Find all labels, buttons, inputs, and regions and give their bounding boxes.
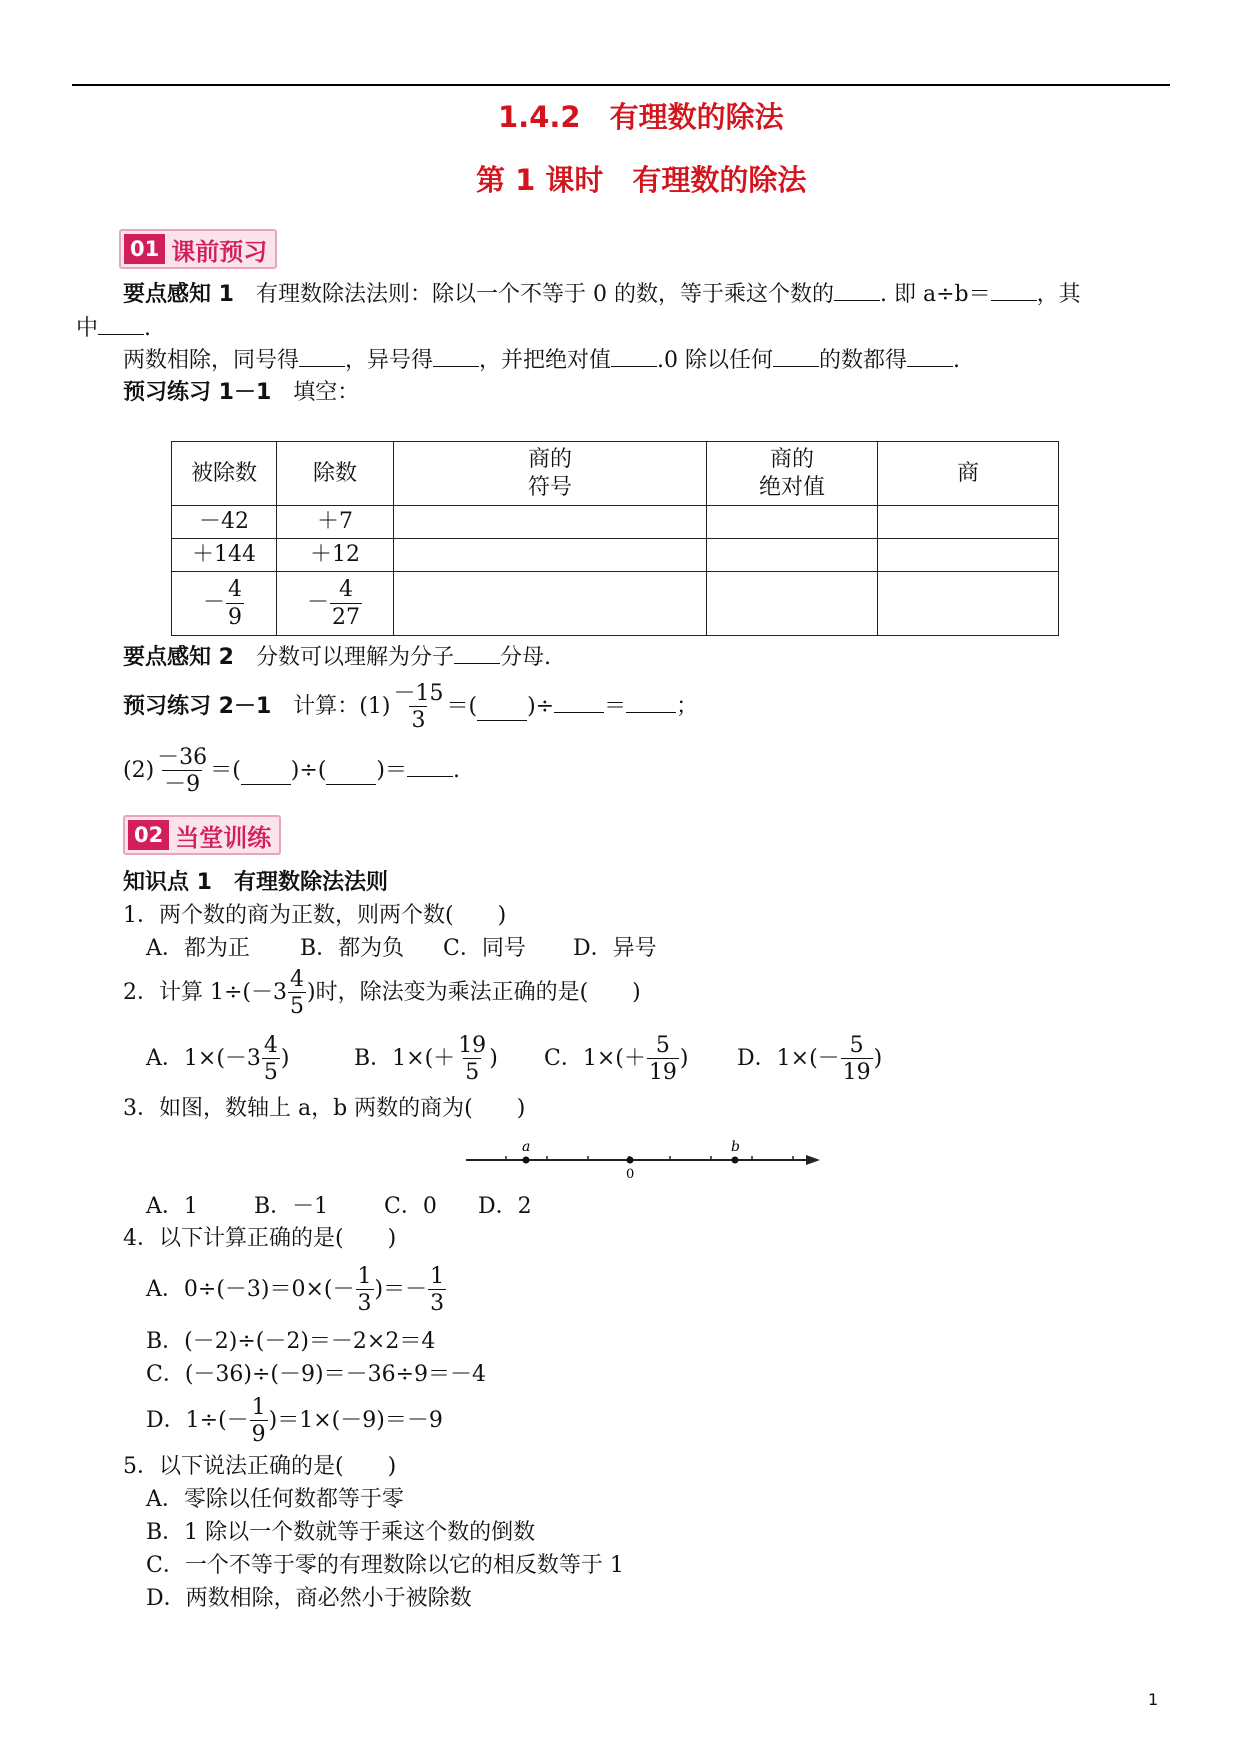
q5-option-d[interactable]: D．两数相除，商必然小于被除数 bbox=[146, 1586, 472, 1611]
q1-option-d[interactable]: D．异号 bbox=[573, 936, 657, 961]
practice-1-1: 预习练习 1－1 填空： bbox=[123, 380, 360, 405]
q5-option-a[interactable]: A．零除以任何数都等于零 bbox=[146, 1487, 404, 1512]
key-point-1-line3: 两数相除，同号得 ，异号得 ，并把绝对值 .0 除以任何 的数都得 . bbox=[123, 348, 961, 373]
table-cell: ＋144 bbox=[172, 539, 277, 572]
table-cell: － $\frac{4}{27}$ bbox=[277, 572, 394, 636]
practice-2-1-line1: 预习练习 2－1 计算：(1) $\frac{-15}{3}$ ＝( )÷ ＝ ； bbox=[123, 681, 699, 734]
q4-option-c[interactable]: C．(－36)÷(－9)＝－36÷9＝－4 bbox=[146, 1362, 487, 1387]
q4-option-b[interactable]: B．(－2)÷(－2)＝－2×2＝4 bbox=[146, 1329, 436, 1354]
q1-option-c[interactable]: C．同号 bbox=[443, 936, 526, 961]
section-badge-preview bbox=[119, 229, 277, 269]
section-title: 1.4.2 有理数的除法 bbox=[498, 100, 784, 134]
blank[interactable] bbox=[554, 694, 604, 713]
table-cell-input[interactable] bbox=[707, 572, 878, 636]
table-cell-input[interactable] bbox=[878, 572, 1059, 636]
q2-stem: 2．计算 1÷(－3 $\frac{4}{5}$ )时，除法变为乘法正确的是( ) bbox=[123, 967, 641, 1020]
blank[interactable] bbox=[834, 282, 880, 301]
page-number: 1 bbox=[1148, 1690, 1159, 1709]
blank[interactable] bbox=[299, 348, 345, 367]
axis-arrow bbox=[806, 1155, 820, 1165]
key-point-1-line1: 要点感知 1 有理数除法法则：除以一个不等于 0 的数，等于乘这个数的 . 即 a÷b＝ ，其 bbox=[123, 282, 1081, 307]
table-cell: － $\frac{4}{9}$ bbox=[172, 572, 277, 636]
table-cell-input[interactable] bbox=[878, 539, 1059, 572]
blank[interactable] bbox=[454, 645, 500, 664]
point-b bbox=[732, 1157, 739, 1164]
q2-option-a[interactable]: A．1×(－3 $\frac{4}{5}$ ) bbox=[146, 1033, 290, 1086]
lesson-title: 第 1 课时 有理数的除法 bbox=[476, 163, 807, 197]
table-header: 除数 bbox=[277, 442, 394, 506]
table-cell-input[interactable] bbox=[878, 506, 1059, 539]
section-badge-classwork bbox=[123, 815, 281, 855]
q3-option-d[interactable]: D．2 bbox=[478, 1194, 532, 1219]
label-b: b bbox=[731, 1140, 740, 1155]
q5-option-b[interactable]: B．1 除以一个数就等于乘这个数的倒数 bbox=[146, 1520, 536, 1545]
key-point-1-line2: 中 . bbox=[76, 316, 152, 341]
table-header: 商 bbox=[878, 442, 1059, 506]
table-cell-input[interactable] bbox=[394, 572, 707, 636]
table-header: 商的 绝对值 bbox=[707, 442, 878, 506]
header-rule bbox=[72, 84, 1170, 86]
number-line bbox=[464, 1140, 824, 1184]
q5-stem: 5．以下说法正确的是( ) bbox=[123, 1454, 397, 1479]
q1-option-a[interactable]: A．都为正 bbox=[146, 936, 250, 961]
blank[interactable] bbox=[611, 348, 657, 367]
q4-stem: 4．以下计算正确的是( ) bbox=[123, 1226, 397, 1251]
blank[interactable] bbox=[907, 348, 953, 367]
fill-table bbox=[171, 441, 1059, 636]
practice-2-1-line2: (2) $\frac{-36}{-9}$ ＝( )÷( )＝ . bbox=[123, 745, 461, 798]
blank[interactable] bbox=[773, 348, 819, 367]
q2-option-c[interactable]: C．1×(＋ $\frac{5}{19}$ ) bbox=[544, 1033, 689, 1086]
table-cell: ＋12 bbox=[277, 539, 394, 572]
key-point-2: 要点感知 2 分数可以理解为分子 分母. bbox=[123, 645, 551, 670]
knowledge-point-1: 知识点 1 有理数除法法则 bbox=[123, 870, 388, 895]
table-cell-input[interactable] bbox=[394, 506, 707, 539]
badge-label: 当堂训练 bbox=[175, 823, 272, 852]
point-zero bbox=[627, 1157, 634, 1164]
blank[interactable] bbox=[98, 316, 144, 335]
blank[interactable] bbox=[433, 348, 479, 367]
q3-stem: 3．如图，数轴上 a，b 两数的商为( ) bbox=[123, 1096, 526, 1121]
table-cell-input[interactable] bbox=[707, 539, 878, 572]
blank[interactable] bbox=[407, 758, 453, 777]
table-cell: ＋7 bbox=[277, 506, 394, 539]
blank[interactable] bbox=[626, 694, 676, 713]
q2-option-d[interactable]: D．1×(－ $\frac{5}{19}$ ) bbox=[737, 1033, 883, 1086]
q3-option-b[interactable]: B．－1 bbox=[254, 1194, 329, 1219]
q1-option-b[interactable]: B．都为负 bbox=[300, 936, 405, 961]
table-cell-input[interactable] bbox=[707, 506, 878, 539]
q2-option-b[interactable]: B．1×(＋ $\frac{19}{5}$ ) bbox=[354, 1033, 498, 1086]
badge-number: 02 bbox=[128, 820, 169, 850]
table-cell: －42 bbox=[172, 506, 277, 539]
table-header: 被除数 bbox=[172, 442, 277, 506]
q3-option-a[interactable]: A．1 bbox=[146, 1194, 198, 1219]
q3-option-c[interactable]: C．0 bbox=[384, 1194, 437, 1219]
q1-stem: 1．两个数的商为正数，则两个数( ) bbox=[123, 903, 507, 928]
blank[interactable] bbox=[991, 282, 1037, 301]
badge-number: 01 bbox=[124, 234, 165, 264]
badge-label: 课前预习 bbox=[171, 237, 268, 266]
point-a bbox=[523, 1157, 530, 1164]
table-cell-input[interactable] bbox=[394, 539, 707, 572]
q4-option-a[interactable]: A．0÷(－3)＝0×(－ $\frac{1}{3}$ )＝－ $\frac{1}{3}$ bbox=[146, 1264, 445, 1317]
q4-option-d[interactable]: D．1÷(－ $\frac{1}{9}$ )＝1×(－9)＝－9 bbox=[146, 1395, 443, 1448]
label-zero: 0 bbox=[626, 1167, 635, 1182]
table-header: 商的 符号 bbox=[394, 442, 707, 506]
label-a: a bbox=[522, 1140, 531, 1155]
q5-option-c[interactable]: C．一个不等于零的有理数除以它的相反数等于 1 bbox=[146, 1553, 624, 1578]
